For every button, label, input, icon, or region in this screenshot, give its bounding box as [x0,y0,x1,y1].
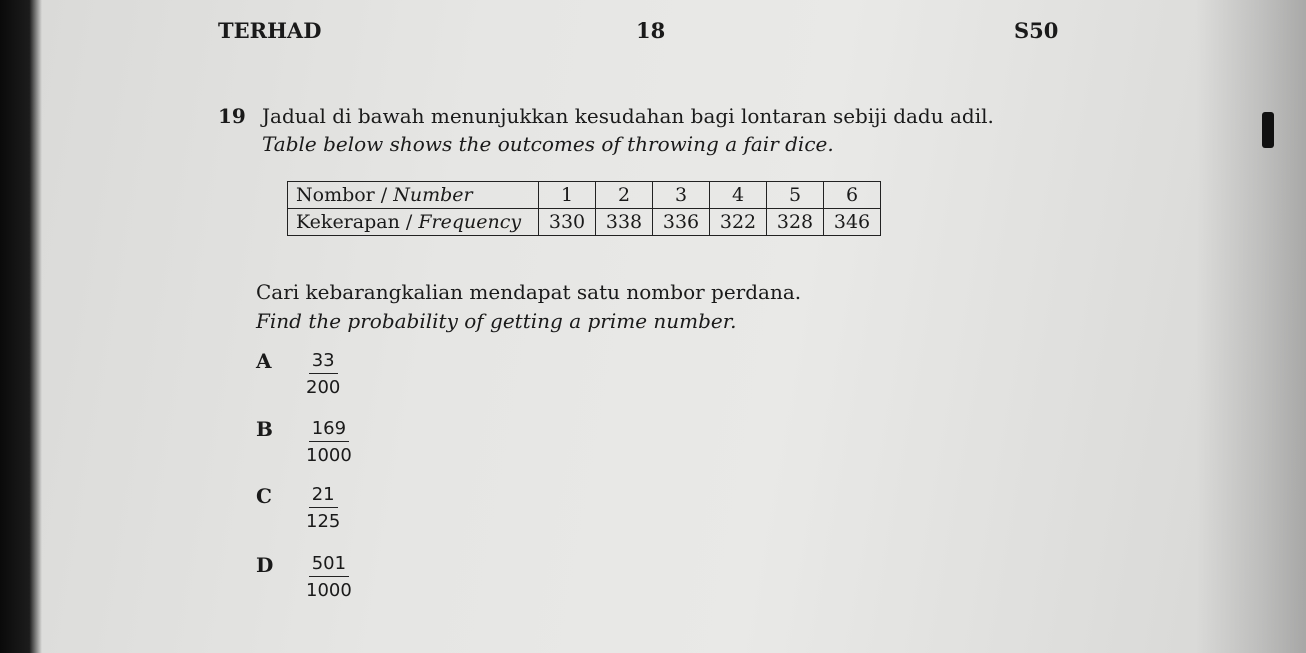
option-a-fraction [306,350,340,398]
numerator: 169 [309,418,349,442]
option-b-fraction [306,418,352,466]
option-d-fraction [306,553,352,601]
paper-code: S50 [1014,18,1059,43]
right-page-edge [1196,0,1306,653]
prompt-text-ms: Cari kebarangkalian mendapat satu nombor perdana. [256,280,802,304]
table-row-frequency [288,209,881,236]
table-cell: 4 [710,182,767,209]
row-header-frequency: Kekerapan / Frequency [288,209,539,236]
question-text-en: Table below shows the outcomes of throwing a fair dice. [262,132,834,156]
option-d-letter: D [256,553,274,577]
option-c-letter: C [256,484,272,508]
denominator: 200 [306,377,341,398]
denominator: 1000 [306,445,352,466]
denominator: 125 [306,511,341,532]
header-classification: TERHAD [218,18,322,43]
table-cell: 6 [824,182,881,209]
question-number: 19 [218,104,246,128]
table-cell: 1 [539,182,596,209]
table-cell: 336 [653,209,710,236]
table-cell: 330 [539,209,596,236]
table-cell: 322 [710,209,767,236]
table-cell: 346 [824,209,881,236]
prompt-text-en: Find the probability of getting a prime number. [256,309,737,333]
table-cell: 2 [596,182,653,209]
numerator: 501 [309,553,349,577]
table-cell: 338 [596,209,653,236]
option-b-letter: B [256,417,273,441]
frequency-table [287,181,881,236]
page-number: 18 [636,18,666,43]
table-cell: 5 [767,182,824,209]
option-c-fraction [306,484,340,532]
table-cell: 328 [767,209,824,236]
left-shadow [0,0,42,653]
table-row-number [288,182,881,209]
denominator: 1000 [306,580,352,601]
option-a-letter: A [256,349,272,373]
row-header-number: Nombor / Number [288,182,539,209]
black-marker [1262,112,1274,148]
question-text-ms: Jadual di bawah menunjukkan kesudahan bagi lontaran sebiji dadu adil. [262,104,994,128]
numerator: 21 [309,484,338,508]
numerator: 33 [309,350,338,374]
table-cell: 3 [653,182,710,209]
